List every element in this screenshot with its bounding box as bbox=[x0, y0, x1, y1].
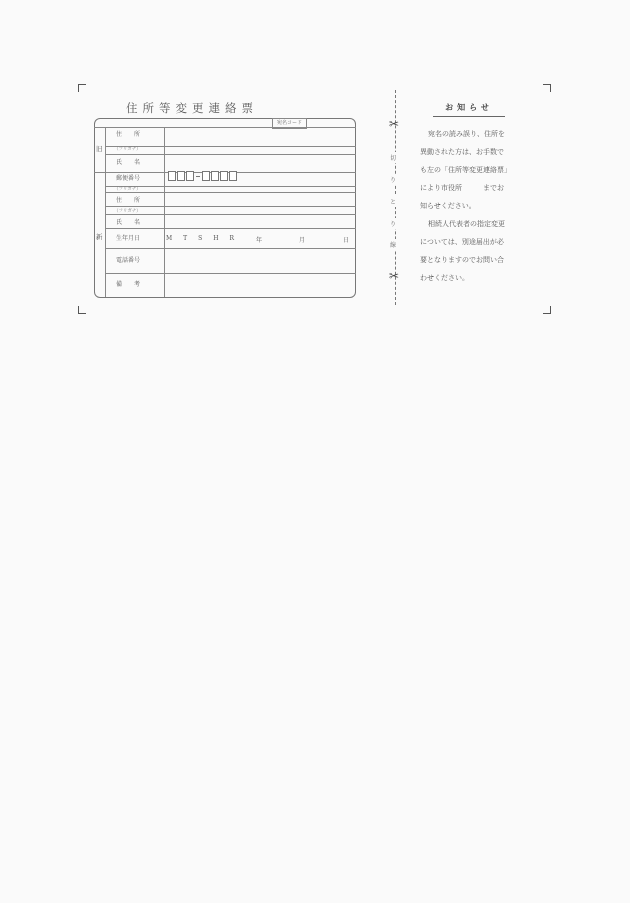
postal-code-label: 郵便番号 bbox=[116, 175, 141, 182]
postal-digit[interactable] bbox=[229, 171, 237, 181]
notice-underline bbox=[433, 116, 505, 117]
old-section-label: 旧 bbox=[96, 145, 103, 153]
era-option[interactable]: S bbox=[198, 235, 203, 242]
rule bbox=[105, 214, 356, 215]
new-furigana-label-2: （フリガナ） bbox=[114, 209, 141, 214]
era-option[interactable]: M bbox=[166, 235, 173, 242]
postal-digit[interactable] bbox=[168, 171, 176, 181]
old-furigana-label: （フリガナ） bbox=[114, 147, 141, 152]
notice-line: も左の「住所等変更連絡票」 bbox=[420, 166, 511, 174]
rule bbox=[105, 206, 356, 207]
new-section-label: 新 bbox=[96, 233, 103, 241]
era-options bbox=[166, 235, 234, 242]
rule bbox=[94, 127, 356, 128]
notice-line: により市役所 までお bbox=[420, 184, 504, 192]
era-option[interactable]: R bbox=[229, 235, 235, 242]
divider-label bbox=[164, 127, 165, 297]
rule bbox=[105, 228, 356, 229]
notice-line: 宛名の読み誤り、住所を bbox=[428, 130, 505, 138]
cut-line-char: り bbox=[390, 218, 396, 229]
old-address-label: 住 所 bbox=[116, 131, 141, 138]
address-code-box[interactable]: 宛名コード bbox=[272, 118, 307, 129]
crop-mark-bottom-right bbox=[543, 306, 551, 314]
month-unit: 月 bbox=[299, 237, 306, 244]
new-address-label: 住 所 bbox=[116, 197, 141, 204]
rule bbox=[105, 248, 356, 249]
phone-label: 電話番号 bbox=[116, 257, 141, 264]
rule bbox=[105, 154, 356, 155]
cut-line-char: 切 bbox=[390, 152, 396, 163]
divider-section bbox=[105, 127, 106, 297]
cut-line-char: と bbox=[390, 196, 396, 207]
notice-line: 異動された方は、お手数で bbox=[420, 148, 504, 156]
postal-digit[interactable] bbox=[220, 171, 228, 181]
crop-mark-top-left bbox=[78, 84, 86, 92]
postal-digit[interactable] bbox=[186, 171, 194, 181]
scissors-icon: ✂ bbox=[389, 117, 400, 131]
rule bbox=[105, 186, 356, 187]
notice-line: わせください。 bbox=[420, 274, 469, 282]
notice-line: 知らせください。 bbox=[420, 202, 476, 210]
postal-digit[interactable] bbox=[177, 171, 185, 181]
postal-code-boxes[interactable] bbox=[168, 171, 237, 181]
day-unit: 日 bbox=[343, 237, 350, 244]
cut-line-char: り bbox=[390, 174, 396, 185]
era-option[interactable]: H bbox=[213, 235, 219, 242]
form-title: 住所等変更連絡票 bbox=[126, 101, 258, 115]
rule bbox=[105, 273, 356, 274]
remarks-label: 備 考 bbox=[116, 281, 141, 288]
notice-title: お知らせ bbox=[445, 102, 493, 112]
change-form-table bbox=[94, 118, 356, 298]
notice-line: については、別途届出が必 bbox=[420, 238, 504, 246]
postal-digit[interactable] bbox=[211, 171, 219, 181]
notice-line: 相続人代表者の指定変更 bbox=[428, 220, 505, 228]
rule bbox=[105, 192, 356, 193]
era-option[interactable]: T bbox=[183, 235, 188, 242]
postal-digit[interactable] bbox=[202, 171, 210, 181]
crop-mark-top-right bbox=[543, 84, 551, 92]
postal-separator bbox=[196, 176, 200, 177]
new-furigana-label: （フリガナ） bbox=[114, 187, 141, 192]
year-unit: 年 bbox=[256, 237, 263, 244]
birthdate-label: 生年月日 bbox=[116, 235, 141, 242]
notice-line: 要となりますのでお問い合 bbox=[420, 256, 504, 264]
cut-line-char: 線 bbox=[390, 239, 396, 250]
old-name-label: 氏 名 bbox=[116, 159, 141, 166]
rule bbox=[105, 146, 356, 147]
new-name-label: 氏 名 bbox=[116, 219, 141, 226]
scissors-icon: ✂ bbox=[389, 269, 400, 283]
crop-mark-bottom-left bbox=[78, 306, 86, 314]
